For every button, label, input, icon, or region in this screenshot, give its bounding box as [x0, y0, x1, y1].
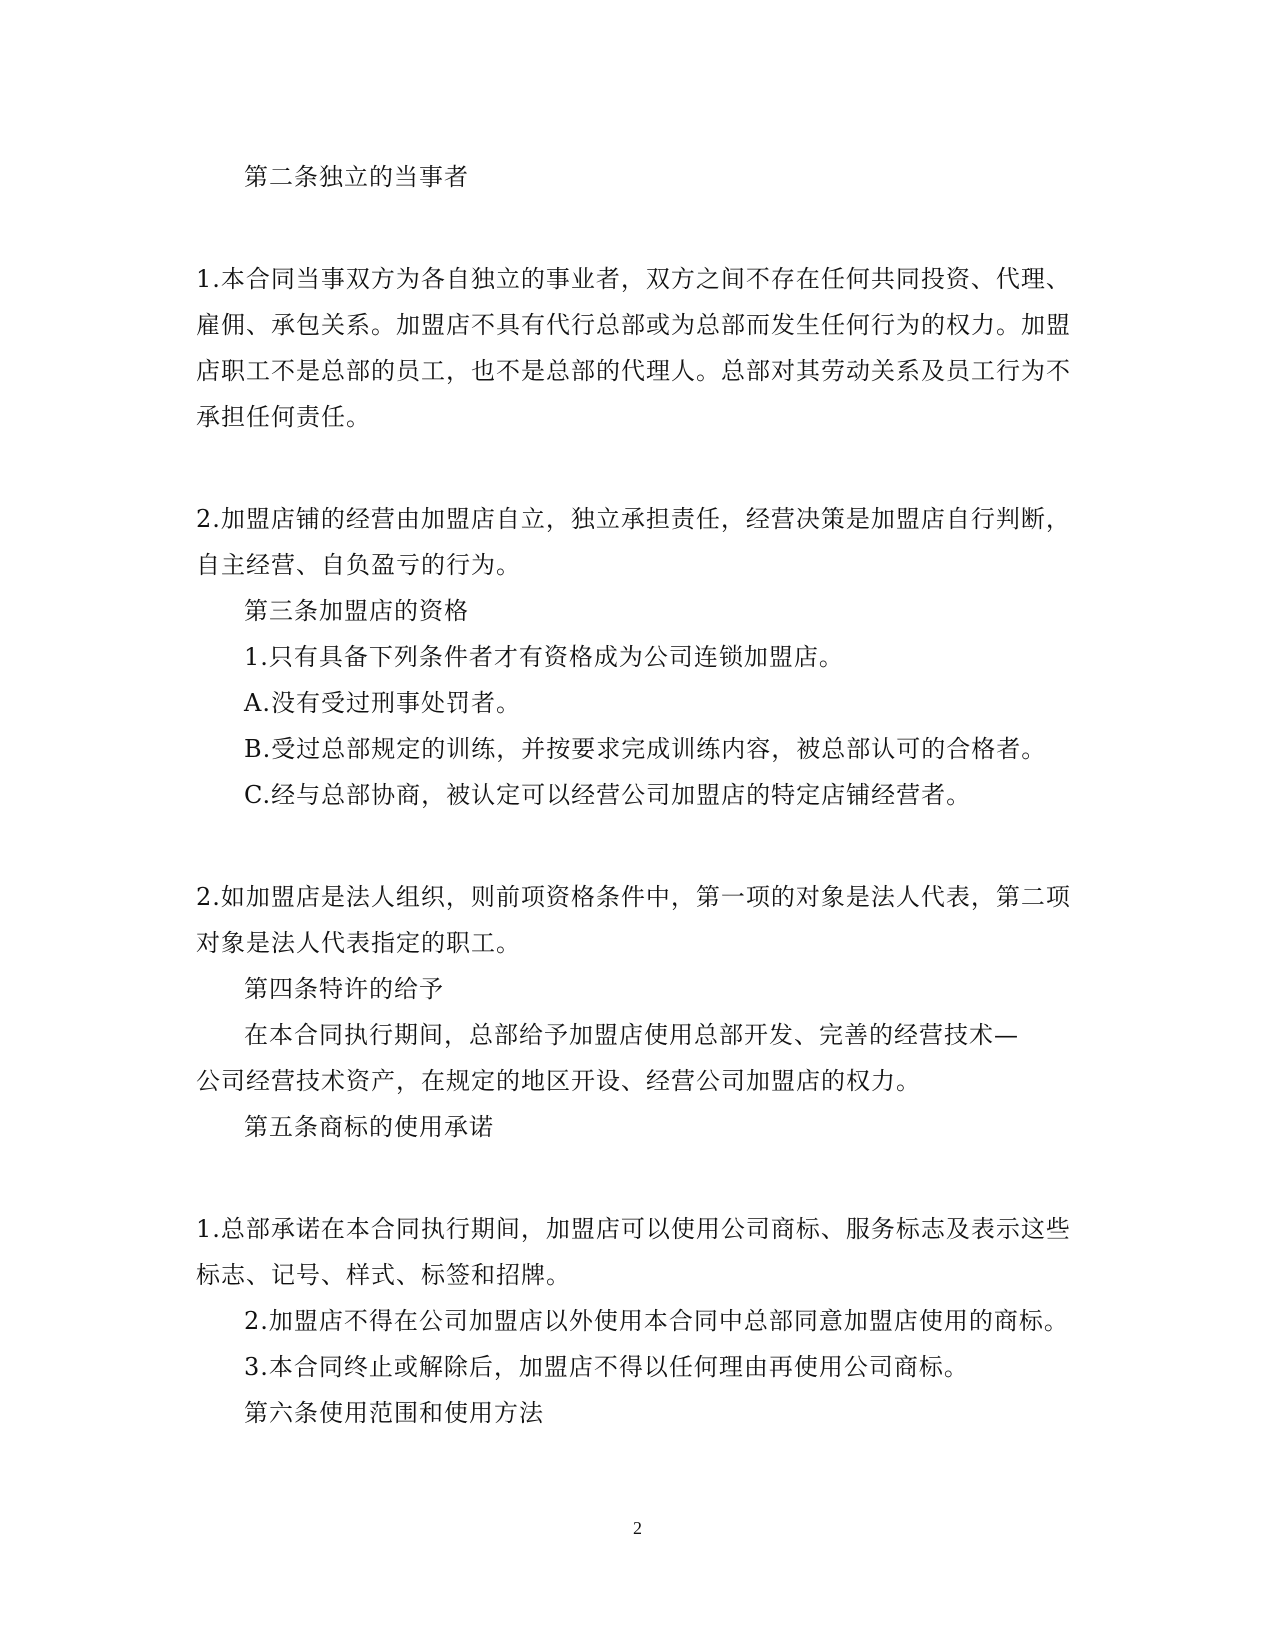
article-4-body-line-1: 在本合同执行期间，总部给予加盟店使用总部开发、完善的经营技术—	[244, 1021, 1019, 1049]
article-2-clause-1-line-3: 店职工不是总部的员工，也不是总部的代理人。总部对其劳动关系及员工行为不	[196, 357, 1071, 385]
article-3-item-c: C.经与总部协商，被认定可以经营公司加盟店的特定店铺经营者。	[244, 781, 972, 809]
article-3-clause-1: 1.只有具备下列条件者才有资格成为公司连锁加盟店。	[244, 643, 844, 671]
article-5-clause-1-line-1: 1.总部承诺在本合同执行期间，加盟店可以使用公司商标、服务标志及表示这些	[196, 1215, 1071, 1243]
article-3-item-a: A.没有受过刑事处罚者。	[244, 689, 521, 717]
article-4-body-line-2: 公司经营技术资产，在规定的地区开设、经营公司加盟店的权力。	[196, 1067, 921, 1095]
page-number: 2	[633, 1518, 642, 1538]
article-2-heading: 第二条独立的当事者	[244, 163, 469, 191]
article-5-clause-1-line-2: 标志、记号、样式、标签和招牌。	[196, 1261, 571, 1289]
article-2-clause-2-line-1: 2.加盟店铺的经营由加盟店自立，独立承担责任，经营决策是加盟店自行判断，	[196, 505, 1071, 533]
article-5-heading: 第五条商标的使用承诺	[244, 1113, 494, 1141]
article-2-clause-1-line-4: 承担任何责任。	[196, 403, 371, 431]
article-2-clause-1-line-1: 1.本合同当事双方为各自独立的事业者，双方之间不存在任何共同投资、代理、	[196, 265, 1071, 293]
article-2-clause-1-line-2: 雇佣、承包关系。加盟店不具有代行总部或为总部而发生任何行为的权力。加盟	[196, 311, 1071, 339]
article-5-clause-2: 2.加盟店不得在公司加盟店以外使用本合同中总部同意加盟店使用的商标。	[244, 1307, 1069, 1335]
article-4-heading: 第四条特许的给予	[244, 975, 444, 1003]
article-5-clause-3: 3.本合同终止或解除后，加盟店不得以任何理由再使用公司商标。	[244, 1353, 969, 1381]
article-3-item-b: B.受过总部规定的训练，并按要求完成训练内容，被总部认可的合格者。	[244, 735, 1047, 763]
article-2-clause-2-line-2: 自主经营、自负盈亏的行为。	[196, 551, 521, 579]
article-3-clause-2-line-1: 2.如加盟店是法人组织，则前项资格条件中，第一项的对象是法人代表，第二项	[196, 883, 1071, 911]
article-6-heading: 第六条使用范围和使用方法	[244, 1399, 544, 1427]
article-3-heading: 第三条加盟店的资格	[244, 597, 469, 625]
article-3-clause-2-line-2: 对象是法人代表指定的职工。	[196, 929, 521, 957]
